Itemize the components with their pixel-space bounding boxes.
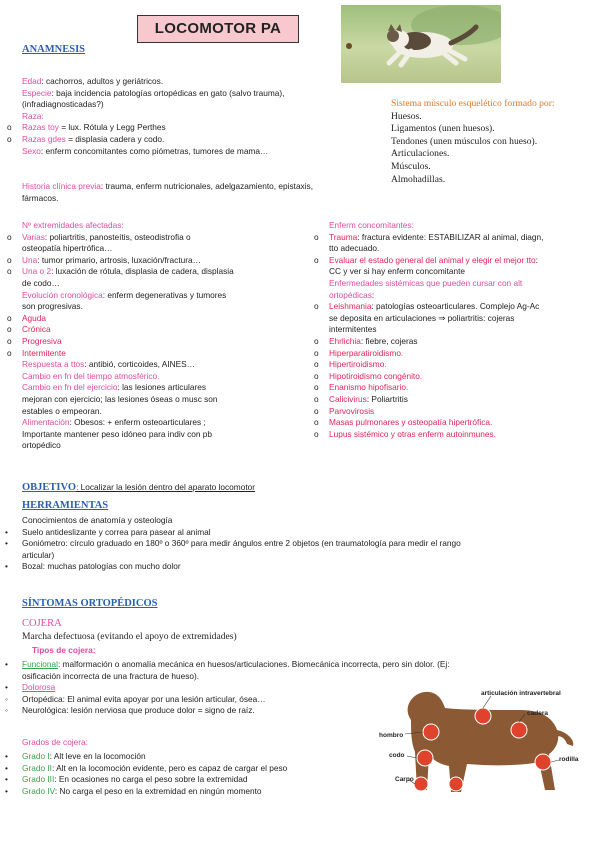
respuesta-line: Respuesta a ttos: antibió, corticoides, AINES…: [22, 359, 195, 370]
sistema-item: Huesos.: [391, 110, 422, 122]
herramientas-item: • Bozal: muchas patologías con mucho dolor: [5, 561, 181, 572]
trauma-line: o Trauma: fractura evidente: ESTABILIZAR al animal, diagn,: [314, 231, 544, 242]
section-anamnesis-heading: ANAMNESIS: [22, 44, 86, 55]
herramientas-item-cont: articular): [22, 549, 55, 560]
aguda-item: o Aguda: [7, 312, 46, 323]
una-line: o Una: tumor primario, artrosis, luxación/fractura…: [7, 254, 201, 265]
herramientas-intro: Conocimientos de anatomía y osteología: [22, 515, 173, 525]
raza-line: Raza:: [22, 110, 44, 121]
neurologica-line: ◦ Neurológica: lesión nerviosa que produce dolor = signo de raíz.: [5, 705, 255, 716]
label-cadera: cadera: [527, 710, 548, 717]
sistemicas-line: Enfermedades sistémicas que pueden cursar con alt: [329, 277, 523, 288]
herramientas-block: [5, 515, 592, 573]
section-herramientas-heading: HERRAMIENTAS: [22, 500, 109, 511]
historia-block: [22, 181, 382, 204]
sistema-item: Almohadillas.: [391, 173, 446, 185]
page-title: LOCOMOTOR PA: [137, 15, 299, 43]
grados-block: [5, 751, 382, 797]
herramientas-item: • Suelo antideslizante y correa para pasear al animal: [5, 526, 211, 537]
parvovirosis-item: o Parvovirosis: [314, 405, 375, 416]
insect-icon: [346, 43, 352, 49]
cambio-ejercicio-line: Cambio en fn del ejercicio: las lesiones articulares: [22, 382, 207, 393]
sistema-title: Sistema músculo esquelético formado por:: [391, 98, 555, 109]
label-carpo: Carpo: [395, 776, 414, 783]
funcional-line-2: osificación incorrecta de una fractura de hueso).: [22, 670, 200, 681]
grado-iv-line: • Grado IV: No carga el peso en la extremidad en ningún momento: [5, 785, 262, 796]
dog-silhouette: [371, 680, 581, 808]
varias-line-2: osteopatía hipertrófica…: [22, 243, 113, 254]
sistema-item: Ligamentos (unen huesos).: [391, 123, 495, 135]
cronica-item: o Crónica: [7, 324, 51, 335]
evaluar-line-2: CC y ver si hay enferm concomitante: [329, 266, 466, 277]
herramientas-item: • Goniómetro: círculo graduado en 180º o 360º para medir ángulos entre 2 objetos (en traumatología para medir el rango: [5, 538, 461, 549]
ehrlichia-line: o Ehrlichia: fiebre, cojeras: [314, 335, 418, 346]
razas-toy-line: o Razas toy = lux. Rótula y Legg Perthes: [7, 122, 166, 133]
anamnesis-block: [7, 76, 362, 157]
cat-illustration: [341, 5, 501, 83]
lupus-item: o Lupus sistémico y otras enferm autoinmunes.: [314, 428, 496, 439]
objetivo-line: OBJETIVO: Localizar la lesión dentro del aparato locomotor: [22, 482, 256, 493]
enanismo-item: o Enanismo hipofisario.: [314, 382, 409, 393]
intermitente-item: o Intermitente: [7, 347, 66, 358]
sistema-item: Tendones (unen músculos con hueso).: [391, 135, 538, 147]
extremidades-block: [7, 220, 322, 452]
evolucion-line-2: son progresivas.: [22, 301, 83, 312]
label-hombro: hombro: [379, 732, 404, 739]
trauma-line-2: tto adecuado.: [329, 243, 380, 254]
sistema-item: Articulaciones.: [391, 148, 450, 160]
hipertiroidismo-item: o Hipertiroidismo.: [314, 359, 387, 370]
grado-ii-line: • Grado II: Alt en la locomoción evidente, pero es capaz de cargar el peso: [5, 762, 288, 773]
marcha-line: Marcha defectuosa (evitando el apoyo de extremidades): [22, 631, 237, 642]
sistemicas-line-2: ortopédicas:: [329, 289, 375, 300]
label-codo: codo: [389, 752, 405, 759]
label-articulacion: articulación intravertebral: [481, 690, 561, 697]
evaluar-line: o Evaluar el estado general del animal y elegir el mejor tto:: [314, 254, 538, 265]
sistema-item: Músculos.: [391, 160, 431, 172]
ortopedica-line: ◦ Ortopédica: El animal evita apoyar por una lesión articular, ósea…: [5, 693, 266, 704]
funcional-line: • Funcional: malformación o anomalía mecánica en huesos/articulaciones. Biomecánica incorrecta, pero sin dolor. (Ej:: [5, 659, 450, 669]
leishmania-line-3: intermitentes: [329, 324, 377, 335]
especie-line: Especie: baja incidencia patologías ortopédicas en gato (salvo trauma),: [22, 87, 285, 98]
sistema-block: [391, 98, 555, 186]
calicivirus-line: o Calicivirus: Poliartritis: [314, 393, 408, 404]
alimentacion-line: Alimentación: Obesos: + enferm osteoarticulares ;: [22, 417, 206, 428]
progresiva-item: o Progresiva: [7, 335, 62, 346]
concomitantes-label: Enferm concomitantes:: [329, 220, 414, 230]
dog-joints-illustration: [371, 680, 581, 808]
grados-heading: Grados de cojera:: [22, 737, 88, 747]
dolorosa-line: • Dolorosa: [5, 682, 56, 693]
cambio-ejercicio-line-2: mejoran con ejercicio; las lesiones óseas o musc son: [22, 393, 218, 404]
una-o-2-line-2: de codo…: [22, 277, 60, 288]
leishmania-line-2: se deposita en articulaciones ⇒ poliartritis: cojeras: [329, 312, 515, 323]
historia-line: Historia clínica previa: trauma, enferm nutricionales, adelgazamiento, epistaxis,: [22, 181, 313, 191]
historia-line-2: fármacos.: [22, 192, 59, 203]
label-rodilla: rodilla: [559, 756, 579, 763]
cambio-tiempo-line: Cambio en fn del tiempo atmosférico.: [22, 370, 160, 381]
una-o-2-line: o Una o 2: luxación de rótula, displasia de cadera, displasia: [7, 266, 234, 277]
hipotiroidismo-item: o Hipotiroidismo congénito.: [314, 370, 423, 381]
alimentacion-line-3: ortopédico: [22, 440, 61, 451]
hiperparatiroidismo-item: o Hiperparatiroidismo.: [314, 347, 404, 358]
cambio-ejercicio-line-3: estables o empeoran.: [22, 405, 102, 416]
extremidades-label: Nº extremidades afectadas:: [22, 220, 124, 230]
masas-item: o Masas pulmonares y osteopatía hipertrófica.: [314, 417, 493, 428]
alimentacion-line-2: Importante mantener peso idóneo para indiv con pb: [22, 428, 213, 439]
edad-line: Edad: cachorros, adultos y geriátricos.: [22, 76, 164, 86]
tipos-heading: Tipos de cojera:: [32, 645, 96, 655]
grado-iii-line: • Grado III: En ocasiones no carga el peso sobre la extremidad: [5, 774, 248, 785]
cat-photo: [341, 5, 501, 83]
cojera-heading: COJERA: [22, 618, 62, 629]
sexo-line: Sexo: enferm concomitantes como piómetras, tumores de mama…: [22, 145, 269, 156]
varias-line: o Varias: poliartritis, panosteítis, osteodistrofia o: [7, 231, 191, 242]
grado-i-line: • Grado I: Alt leve en la locomoción: [5, 751, 146, 761]
especie-line-2: (infradiagnosticadas?): [22, 99, 104, 110]
evolucion-line: Evolución cronológica: enferm degenerativas y tumores: [22, 289, 227, 300]
concomitantes-block: [314, 220, 591, 440]
section-sintomas-heading: SÍNTOMAS ORTOPÉDICOS: [22, 598, 158, 609]
leishmania-line: o Leishmania: patologías osteoarticulares. Complejo Ag-Ac: [314, 301, 540, 312]
razas-gdes-line: o Razas gdes = displasia cadera y codo.: [7, 133, 165, 144]
